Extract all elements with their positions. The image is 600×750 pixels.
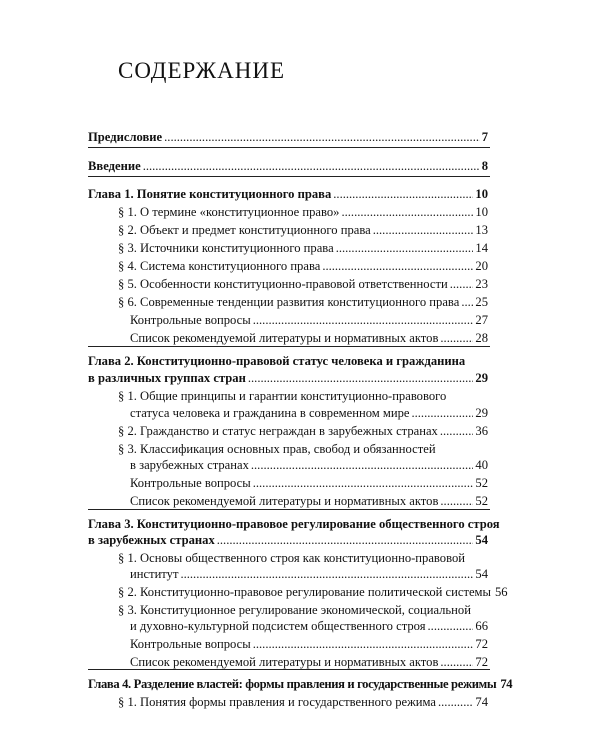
section-divider <box>88 147 490 148</box>
entry-label: § 1. Понятия формы правления и государственного режима <box>118 695 436 709</box>
leader-dots <box>411 405 473 421</box>
leader-dots <box>440 423 474 439</box>
entry-page: 25 <box>475 295 488 309</box>
entry-label: Список рекомендуемой литературы и нормативных актов <box>130 331 439 345</box>
toc-entry-1-4[interactable] <box>118 258 488 274</box>
entry-page: 14 <box>475 241 488 255</box>
leader-dots <box>253 636 474 652</box>
toc-entry-chapter-2[interactable] <box>88 370 488 386</box>
toc-entry-1-literature[interactable] <box>130 330 488 346</box>
leader-dots <box>164 129 480 145</box>
toc-entry-3-3-line1[interactable] <box>118 602 488 618</box>
entry-label: Список рекомендуемой литературы и нормативных актов <box>130 494 439 508</box>
entry-label: Глава 1. Понятие конституционного права <box>88 187 332 201</box>
entry-label: институт <box>130 567 179 581</box>
leader-dots <box>440 654 473 670</box>
entry-label: Введение <box>88 159 141 173</box>
toc-entry-chapter-3-line1[interactable] <box>88 516 500 532</box>
entry-label: § 2. Гражданство и статус неграждан в зарубежных странах <box>118 424 438 438</box>
entry-page: 72 <box>475 655 488 669</box>
entry-label: § 1. Общие принципы и гарантии конституционно-правового <box>118 389 447 403</box>
entry-label: статуса человека и гражданина в современном мире <box>130 406 410 420</box>
entry-page: 52 <box>475 476 488 490</box>
toc-entry-3-1-line1[interactable] <box>118 550 488 566</box>
toc-entry-chapter-2-line1[interactable] <box>88 353 488 369</box>
entry-label: Предисловие <box>88 130 163 144</box>
entry-page: 10 <box>475 187 488 201</box>
leader-dots <box>461 294 473 310</box>
leader-dots <box>428 618 474 634</box>
toc-entry-intro[interactable] <box>88 158 488 174</box>
leader-dots <box>336 240 474 256</box>
toc-entry-4-1[interactable] <box>118 694 488 710</box>
toc-entry-2-2[interactable] <box>118 423 488 439</box>
toc-entry-1-questions[interactable] <box>130 312 488 328</box>
leader-dots <box>217 532 474 548</box>
leader-dots <box>341 204 473 220</box>
toc-entry-3-literature[interactable] <box>130 654 488 670</box>
entry-label: § 1. Основы общественного строя как конституционно-правовой <box>118 551 465 565</box>
leader-dots <box>253 475 474 491</box>
entry-label: § 1. О термине «конституционное право» <box>118 205 340 219</box>
entry-page: 10 <box>475 205 488 219</box>
leader-dots <box>253 312 474 328</box>
entry-label: в зарубежных странах <box>130 458 249 472</box>
entry-page: 29 <box>475 406 488 420</box>
section-divider <box>88 669 490 670</box>
entry-page: 54 <box>475 567 488 581</box>
toc-entry-2-3[interactable] <box>130 457 488 473</box>
toc-entry-2-literature[interactable] <box>130 493 488 509</box>
entry-label: § 4. Система конституционного права <box>118 259 321 273</box>
toc-entry-1-2[interactable] <box>118 222 488 238</box>
entry-page: 20 <box>475 259 488 273</box>
leader-dots <box>440 493 473 509</box>
entry-page: 54 <box>475 533 488 547</box>
entry-page: 74 <box>475 695 488 709</box>
entry-label: Список рекомендуемой литературы и нормативных актов <box>130 655 439 669</box>
leader-dots <box>322 258 473 274</box>
entry-label: Контрольные вопросы <box>130 637 251 651</box>
toc-entry-2-1-line1[interactable] <box>118 388 488 404</box>
entry-label: Глава 2. Конституционно-правовой статус человека и гражданина <box>88 354 466 368</box>
entry-label: § 2. Конституционно-правовое регулирование политической системы <box>118 585 491 599</box>
toc-entry-1-3[interactable] <box>118 240 488 256</box>
entry-page: 7 <box>481 130 488 144</box>
toc-entry-3-1[interactable] <box>130 566 488 582</box>
toc-entry-1-1[interactable] <box>118 204 488 220</box>
toc-entry-2-questions[interactable] <box>130 475 488 491</box>
entry-label: Глава 4. Разделение властей: формы правления и государственные режимы <box>88 677 497 691</box>
entry-label: § 5. Особенности конституционно-правовой ответственности <box>118 277 448 291</box>
entry-label: в различных группах стран <box>88 371 246 385</box>
entry-label: § 3. Классификация основных прав, свобод и обязанностей <box>118 442 436 456</box>
entry-page: 72 <box>475 637 488 651</box>
leader-dots <box>180 566 473 582</box>
leader-dots <box>450 276 474 292</box>
toc-entry-1-6[interactable] <box>118 294 488 310</box>
page-title: СОДЕРЖАНИЕ <box>118 58 286 83</box>
leader-dots <box>248 370 474 386</box>
entry-page: 29 <box>475 371 488 385</box>
entry-page: 36 <box>475 424 488 438</box>
toc-entry-1-5[interactable] <box>118 276 488 292</box>
toc-entry-chapter-4[interactable] <box>88 676 513 692</box>
entry-page: 13 <box>475 223 488 237</box>
entry-label: и духовно-культурной подсистем общественного строя <box>130 619 426 633</box>
entry-page: 66 <box>475 619 488 633</box>
entry-label: § 6. Современные тенденции развития конституционного права <box>118 295 460 309</box>
section-divider <box>88 509 490 510</box>
toc-entry-3-questions[interactable] <box>130 636 488 652</box>
leader-dots <box>438 694 473 710</box>
entry-page: 23 <box>475 277 488 291</box>
entry-label: § 3. Конституционное регулирование экономической, социальной <box>118 603 471 617</box>
toc-entry-chapter-1[interactable] <box>88 186 488 202</box>
entry-page: 8 <box>481 159 488 173</box>
entry-label: § 2. Объект и предмет конституционного права <box>118 223 371 237</box>
toc-entry-2-3-line1[interactable] <box>118 441 488 457</box>
toc-entry-chapter-3[interactable] <box>88 532 488 548</box>
entry-label: § 3. Источники конституционного права <box>118 241 334 255</box>
toc-entry-3-2[interactable] <box>118 584 508 600</box>
entry-page: 74 <box>500 677 513 691</box>
toc-entry-3-3[interactable] <box>130 618 488 634</box>
toc-entry-preface[interactable] <box>88 129 488 145</box>
section-divider <box>88 346 490 347</box>
leader-dots <box>143 158 480 174</box>
entry-page: 52 <box>475 494 488 508</box>
leader-dots <box>440 330 473 346</box>
entry-label: Контрольные вопросы <box>130 476 251 490</box>
section-divider <box>88 176 490 177</box>
entry-label: Контрольные вопросы <box>130 313 251 327</box>
leader-dots <box>333 186 473 202</box>
entry-page: 27 <box>475 313 488 327</box>
entry-label: в зарубежных странах <box>88 533 215 547</box>
toc-entry-2-1[interactable] <box>130 405 488 421</box>
entry-page: 40 <box>475 458 488 472</box>
leader-dots <box>373 222 474 238</box>
leader-dots <box>251 457 474 473</box>
entry-page: 56 <box>494 585 508 599</box>
entry-page: 28 <box>475 331 488 345</box>
entry-label: Глава 3. Конституционно-правовое регулирование общественного строя <box>88 517 500 531</box>
